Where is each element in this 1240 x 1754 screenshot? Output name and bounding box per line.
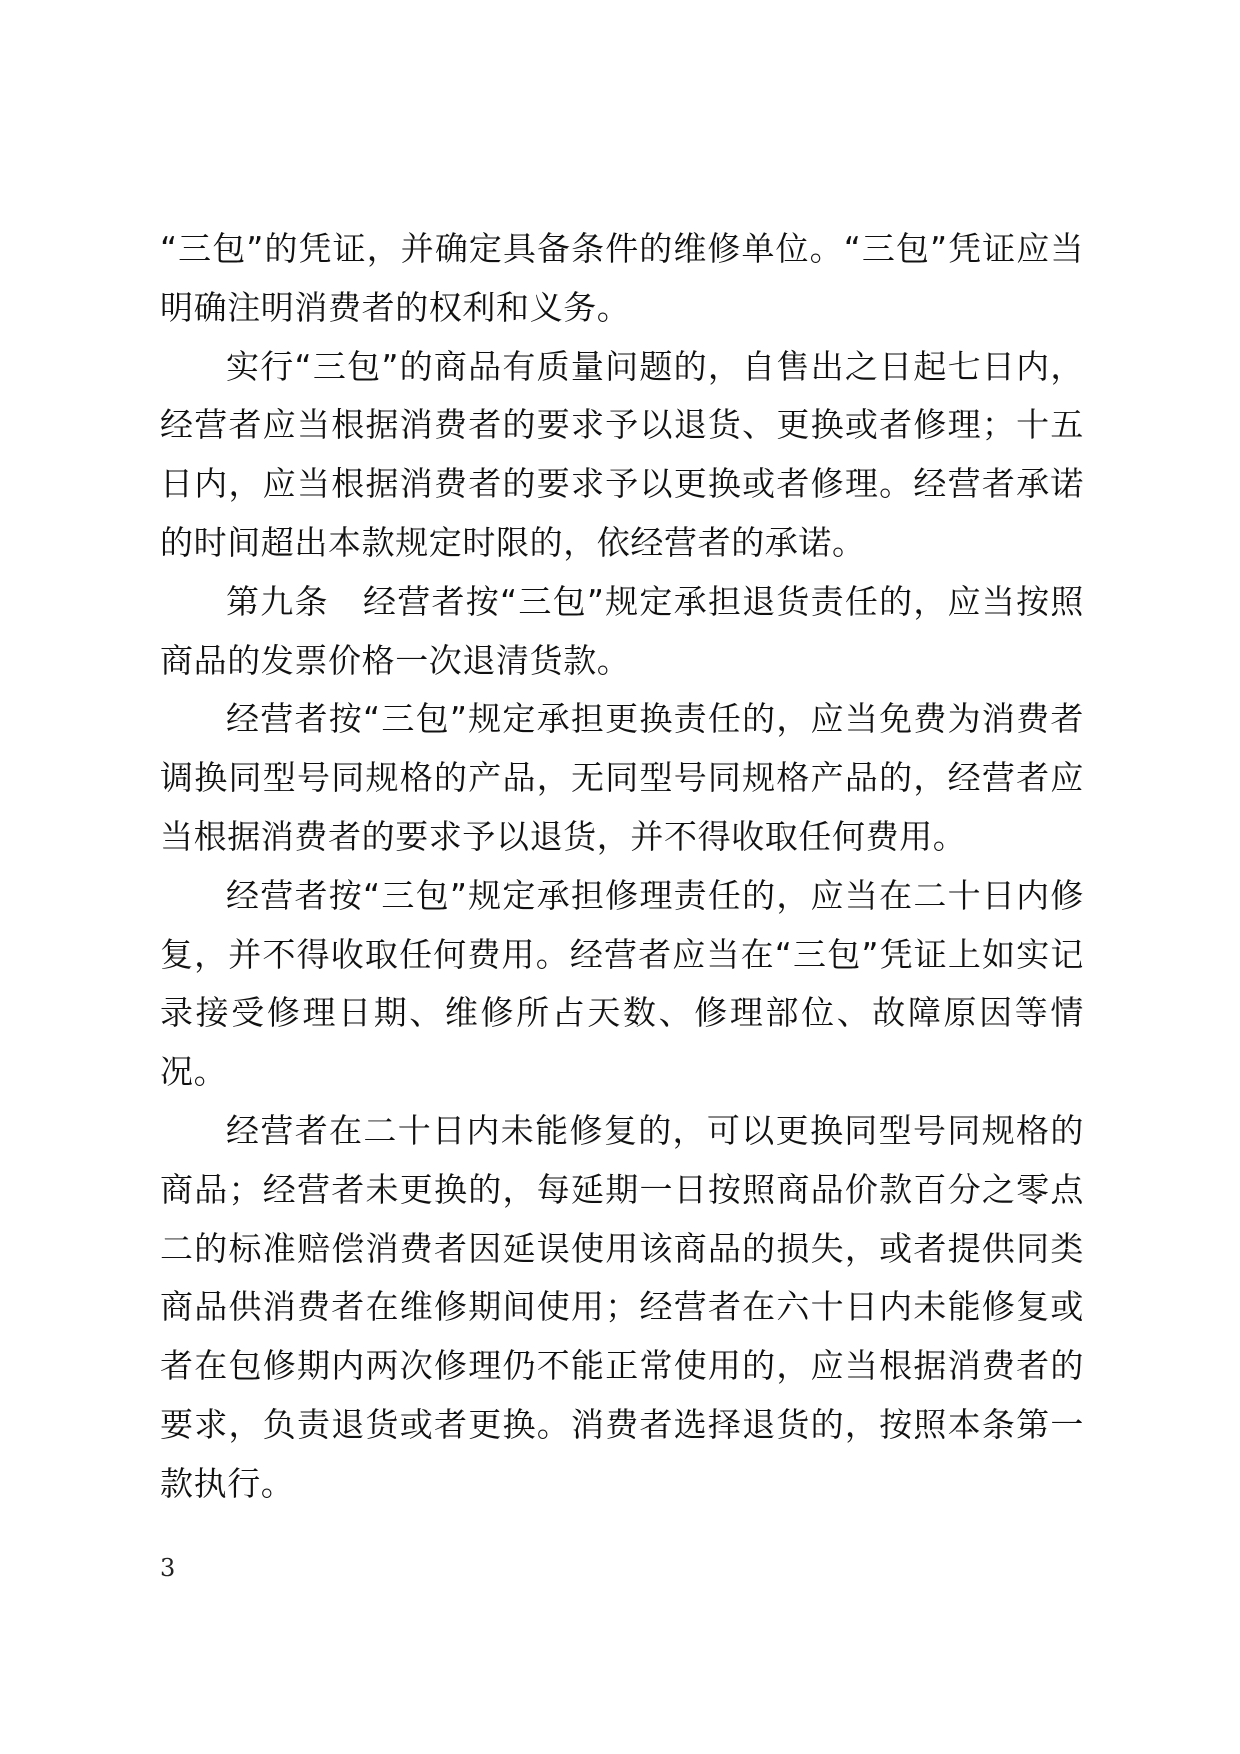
paragraph-continuation: “三包”的凭证，并确定具备条件的维修单位。“三包”凭证应当明确注明消费者的权利和义务。 [160,229,1084,327]
page-number: 3 [160,1554,176,1582]
paragraph-replacement: 经营者按“三包”规定承担更换责任的，应当免费为消费者调换同型号同规格的产品，无同型号同规格产品的，经营者应当根据消费者的要求予以退货，并不得收取任何费用。 [160,699,1084,856]
document-body [160,220,1084,1514]
paragraph-article-nine: 第九条 经营者按“三包”规定承担退货责任的，应当按照商品的发票价格一次退清货款。 [160,581,1084,680]
paragraph-repair-failure: 经营者在二十日内未能修复的，可以更换同型号同规格的商品；经营者未更换的，每延期一日按照商品价款百分之零点二的标准赔偿消费者因延误使用该商品的损失，或者提供同类商品供消费者在维修期间使用；经营者在六十日内未能修复或者在包修期内两次修理仍不能正常使用的，应当根据消费者的要求，负责退货或者更换。消费者选择退货的，按照本条第一款执行。 [160,1110,1084,1503]
paragraph-repair: 经营者按“三包”规定承担修理责任的，应当在二十日内修复，并不得收取任何费用。经营者应当在“三包”凭证上如实记录接受修理日期、维修所占天数、修理部位、故障原因等情况。 [160,875,1084,1092]
paragraph-quality-return: 实行“三包”的商品有质量问题的，自售出之日起七日内，经营者应当根据消费者的要求予以退货、更换或者修理；十五日内，应当根据消费者的要求予以更换或者修理。经营者承诺的时间超出本款规定时限的，依经营者的承诺。 [160,346,1084,562]
